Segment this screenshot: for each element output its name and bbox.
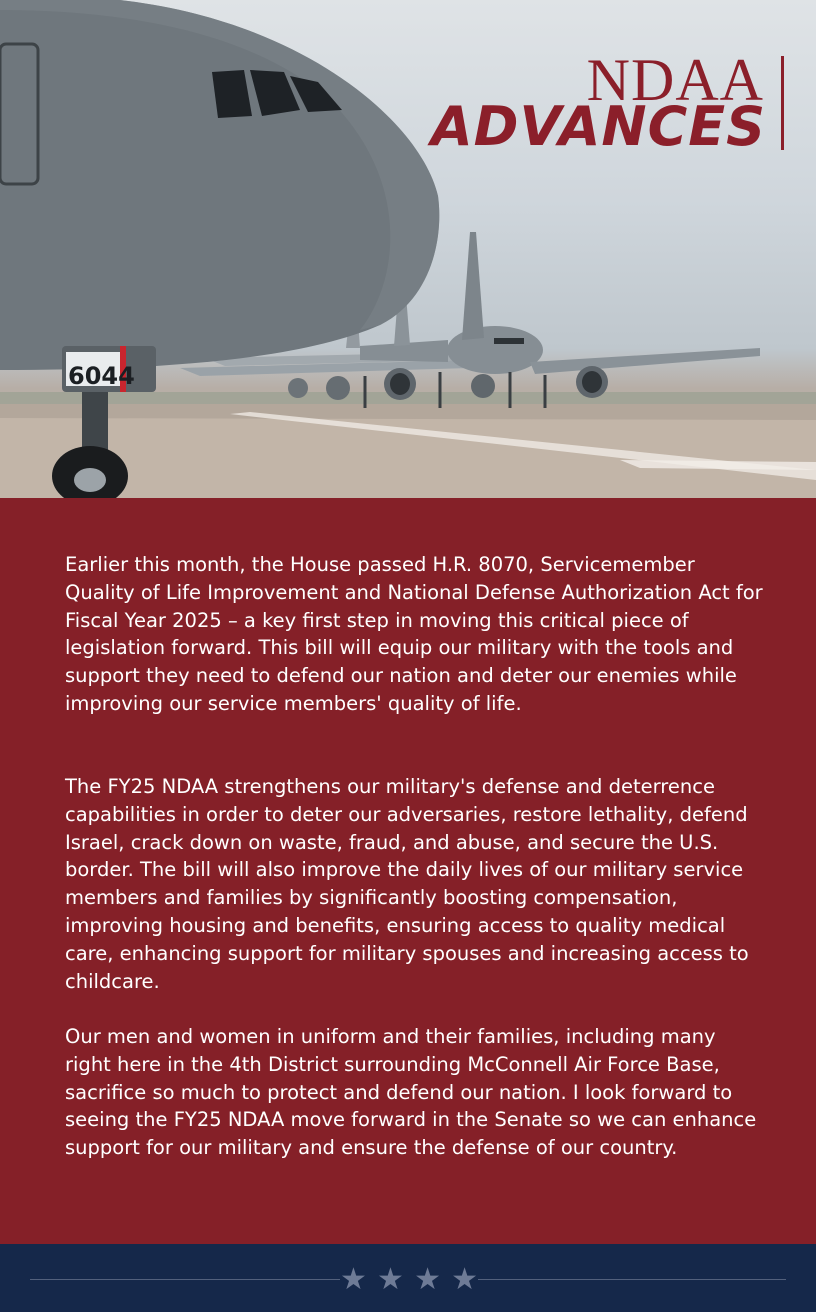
paragraph-2: The FY25 NDAA strengthens our military's defense and deterrence capabilities in order to deter our adversaries, restore lethality, defend Israel, crack down on waste, fraud, and abuse, and secure the U.S. border. The bill will also improve the daily lives of our military service members and families by significantly boosting compensation, improving housing and benefits, ensuring access to quality medical care, enhancing support for military spouses and increasing access to childcare.: [65, 775, 749, 993]
footer-divider-right: [478, 1279, 786, 1280]
paragraph-1: Earlier this month, the House passed H.R. 8070, Servicemember Quality of Life Improvement and National Defense Authorization Act for Fiscal Year 2025 – a key first step in moving this critical piece of legislation forward. This bill will equip our military with the tools and support they need to defend our nation and deter our enemies while improving our service members' quality of life.: [65, 553, 763, 715]
title-ndaa: NDAA: [586, 47, 764, 113]
tail-number: 6044: [68, 362, 135, 390]
title-block: [430, 47, 784, 158]
title-advances: ADVANCES: [430, 95, 766, 158]
star-icon: ★: [377, 1262, 404, 1297]
star-icon: ★: [340, 1262, 367, 1297]
footer-bar: [0, 1244, 816, 1312]
title-divider: [781, 56, 784, 150]
paragraph-3: Our men and women in uniform and their families, including many right here in the 4th District surrounding McConnell Air Force Base, sacrifice so much to protect and defend our nation. I look forward to seeing the FY25 NDAA move forward in the Senate so we can enhance support for our military and ensure the defense of our country.: [65, 1025, 757, 1160]
footer-stars: [340, 1260, 478, 1300]
article-body: [0, 498, 816, 1244]
star-icon: ★: [451, 1262, 478, 1297]
footer-divider-left: [30, 1279, 340, 1280]
hero-image: [0, 0, 816, 498]
star-icon: ★: [414, 1262, 441, 1297]
